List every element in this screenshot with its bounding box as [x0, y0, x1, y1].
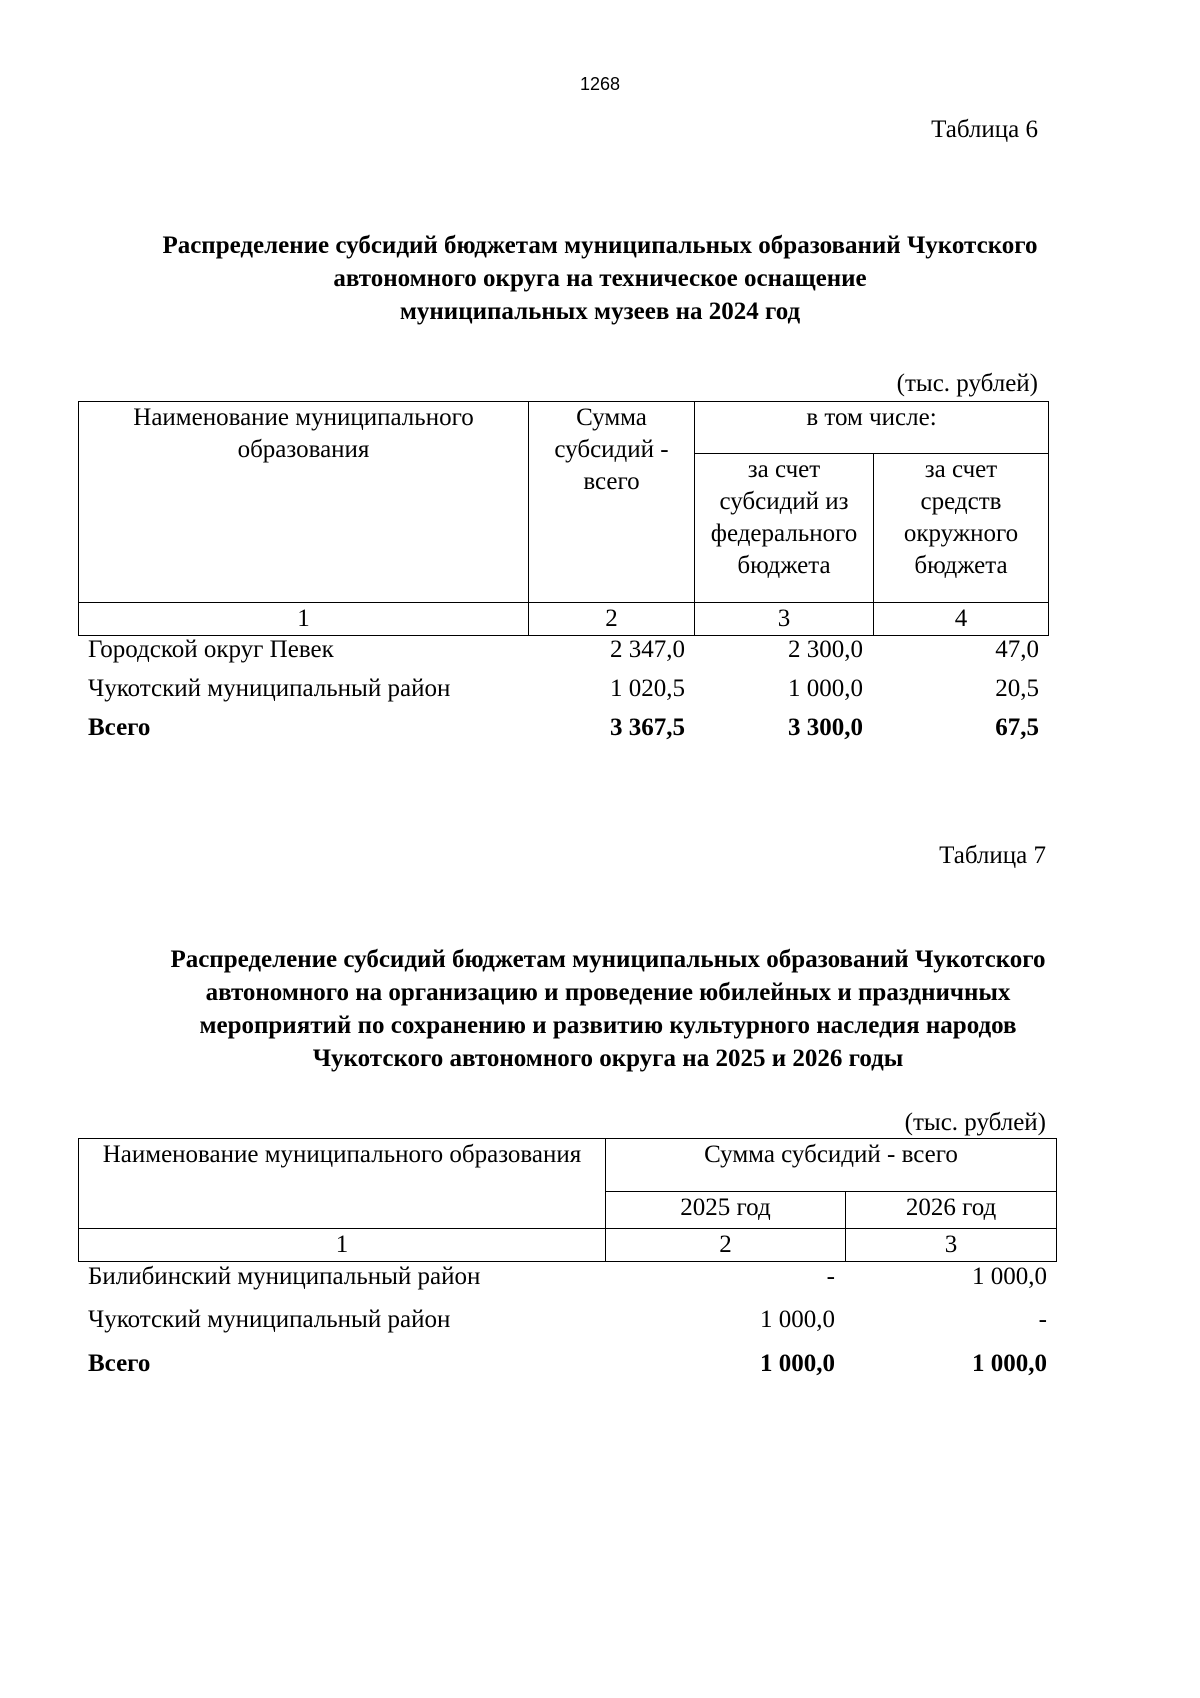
- row-2025: 1 000,0: [760, 1306, 835, 1333]
- table7-title-line: мероприятий по сохранению и развитию культурного наследия народов: [199, 1012, 1017, 1039]
- header-line: субсидий из: [719, 488, 849, 515]
- row-district: 67,5: [995, 714, 1039, 741]
- header-line: федерального: [710, 520, 858, 547]
- table6-header-federal: [695, 454, 874, 603]
- row-federal: 1 000,0: [788, 675, 863, 702]
- header-line: образования: [237, 436, 370, 463]
- page-number: 1268: [579, 74, 621, 94]
- table7-title: [8, 943, 1200, 1075]
- table-row: [0, 1261, 1200, 1293]
- header-line: Наименование муниципального: [133, 404, 474, 431]
- header-line: за счет: [924, 456, 998, 483]
- row-federal: 2 300,0: [788, 636, 863, 663]
- table6-label: Таблица 6: [931, 116, 1038, 143]
- row-name: Чукотский муниципальный район: [88, 1306, 451, 1333]
- header-line: всего: [583, 468, 640, 495]
- table6-colnum: 2: [529, 603, 695, 636]
- row-name: Чукотский муниципальный район: [88, 675, 451, 702]
- row-2026: -: [1038, 1306, 1047, 1333]
- table7-header-total: Сумма субсидий - всего: [606, 1139, 1057, 1192]
- table6-header-total: [529, 402, 695, 603]
- table6-header-district: [874, 454, 1049, 603]
- table6-header-including: в том числе:: [695, 402, 1049, 454]
- row-district: 47,0: [995, 636, 1039, 663]
- table6-title-line: Распределение субсидий бюджетам муниципальных образований Чукотского: [162, 232, 1038, 259]
- table-row: [0, 1304, 1200, 1336]
- header-line: бюджета: [737, 552, 831, 579]
- table6-colnum: 3: [695, 603, 874, 636]
- table-row-total: [0, 1348, 1200, 1380]
- row-name: Билибинский муниципальный район: [88, 1263, 481, 1290]
- header-line: окружного: [903, 520, 1019, 547]
- table7-colnum: 3: [846, 1229, 1057, 1262]
- table7-header-2025: 2025 год: [606, 1192, 846, 1229]
- table7-header-name: Наименование муниципального образования: [79, 1139, 606, 1229]
- row-2025: 1 000,0: [760, 1350, 835, 1377]
- row-district: 20,5: [995, 675, 1039, 702]
- row-total: 1 020,5: [610, 675, 685, 702]
- header-line: средств: [920, 488, 1002, 515]
- table6-colnum: 4: [874, 603, 1049, 636]
- table7-units: (тыс. рублей): [904, 1109, 1046, 1136]
- table6-units: (тыс. рублей): [896, 370, 1038, 397]
- header-line: субсидий -: [554, 436, 669, 463]
- table7-colnum: 1: [79, 1229, 606, 1262]
- row-2026: 1 000,0: [972, 1263, 1047, 1290]
- table6-title-line: автономного округа на техническое оснащение: [333, 265, 867, 292]
- table6-title-line: муниципальных музеев на 2024 год: [399, 298, 801, 325]
- table7-header: [78, 1138, 1057, 1262]
- table7-title-line: Распределение субсидий бюджетам муниципальных образований Чукотского: [170, 946, 1046, 973]
- table-row: [0, 673, 1200, 705]
- table-row: [0, 634, 1200, 666]
- table7-label: Таблица 7: [939, 842, 1046, 869]
- table6-header: [78, 401, 1049, 636]
- table7-title-line: автономного на организацию и проведение юбилейных и праздничных: [205, 979, 1011, 1006]
- header-line: Сумма: [576, 404, 647, 431]
- header-line: бюджета: [914, 552, 1008, 579]
- row-total: 3 367,5: [610, 714, 685, 741]
- row-total: 2 347,0: [610, 636, 685, 663]
- table6-colnum: 1: [79, 603, 529, 636]
- table7-header-2026: 2026 год: [846, 1192, 1057, 1229]
- row-name: Городской округ Певек: [88, 636, 334, 663]
- row-federal: 3 300,0: [788, 714, 863, 741]
- table7-title-line: Чукотского автономного округа на 2025 и 2026 годы: [312, 1045, 904, 1072]
- table6-header-name: [79, 402, 529, 603]
- table7-colnum: 2: [606, 1229, 846, 1262]
- row-2025: -: [826, 1263, 835, 1290]
- row-name: Всего: [88, 1350, 151, 1377]
- table6-title: [0, 229, 1200, 328]
- row-2026: 1 000,0: [972, 1350, 1047, 1377]
- header-line: за счет: [747, 456, 821, 483]
- table-row-total: [0, 712, 1200, 744]
- row-name: Всего: [88, 714, 151, 741]
